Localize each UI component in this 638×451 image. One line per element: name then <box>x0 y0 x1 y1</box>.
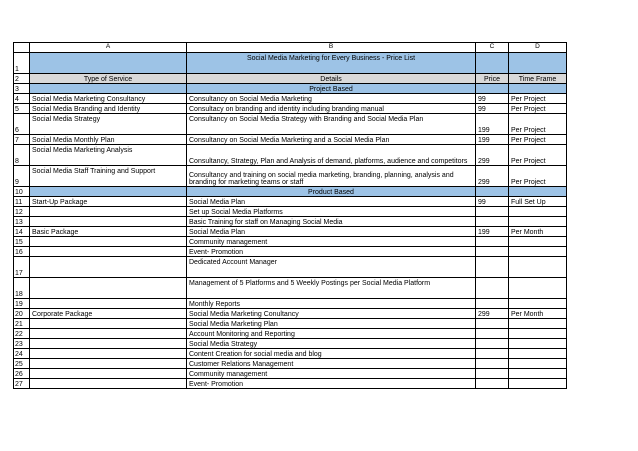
price-cell[interactable]: 199 <box>476 135 509 145</box>
service-cell[interactable]: Start-Up Package <box>30 197 187 207</box>
row-number[interactable]: 23 <box>14 339 30 349</box>
service-cell[interactable]: Social Media Staff Training and Support <box>30 166 187 187</box>
column-header-c[interactable]: C <box>476 43 509 53</box>
price-cell[interactable] <box>476 257 509 278</box>
row-number[interactable]: 5 <box>14 104 30 114</box>
details-cell[interactable]: Set up Social Media Platforms <box>187 207 476 217</box>
price-cell[interactable]: 299 <box>476 166 509 187</box>
cell[interactable] <box>30 187 187 197</box>
cell[interactable] <box>476 84 509 94</box>
price-cell[interactable]: 199 <box>476 227 509 237</box>
cell[interactable] <box>476 53 509 74</box>
table-row <box>14 135 567 145</box>
row-number[interactable]: 25 <box>14 359 30 369</box>
time-frame-cell[interactable]: Per Project <box>509 145 567 166</box>
table-row <box>14 207 567 217</box>
table-row <box>14 369 567 379</box>
time-frame-cell[interactable] <box>509 217 567 227</box>
service-cell[interactable]: Social Media Marketing Analysis <box>30 145 187 166</box>
service-cell[interactable]: Corporate Package <box>30 309 187 319</box>
table-row <box>14 247 567 257</box>
column-header-d[interactable]: D <box>509 43 567 53</box>
details-cell[interactable]: Community management <box>187 369 476 379</box>
price-cell[interactable] <box>476 329 509 339</box>
row-number[interactable]: 14 <box>14 227 30 237</box>
cell[interactable] <box>509 187 567 197</box>
service-cell[interactable] <box>30 299 187 309</box>
section-project-based[interactable]: Project Based <box>187 84 476 94</box>
table-row <box>14 257 567 278</box>
details-cell[interactable]: Social Media Marketing Plan <box>187 319 476 329</box>
time-frame-cell[interactable] <box>509 299 567 309</box>
time-frame-cell[interactable] <box>509 339 567 349</box>
header-type-of-service[interactable]: Type of Service <box>30 74 187 84</box>
table-row <box>14 319 567 329</box>
time-frame-cell[interactable]: Full Set Up <box>509 197 567 207</box>
price-cell[interactable]: 299 <box>476 145 509 166</box>
time-frame-cell[interactable] <box>509 207 567 217</box>
details-cell[interactable]: Consultancy, Strategy, Plan and Analysis of demand, platforms, audience and competitors <box>187 145 476 166</box>
time-frame-cell[interactable]: Per Project <box>509 94 567 104</box>
service-cell[interactable] <box>30 319 187 329</box>
price-cell[interactable]: 99 <box>476 104 509 114</box>
row-number[interactable]: 8 <box>14 145 30 166</box>
details-cell[interactable]: Social Media Marketing Conultancy <box>187 309 476 319</box>
details-cell[interactable]: Community management <box>187 237 476 247</box>
row-number[interactable]: 13 <box>14 217 30 227</box>
row-number[interactable]: 24 <box>14 349 30 359</box>
price-cell[interactable] <box>476 237 509 247</box>
time-frame-cell[interactable] <box>509 319 567 329</box>
service-cell[interactable] <box>30 359 187 369</box>
table-row <box>14 94 567 104</box>
price-cell[interactable] <box>476 379 509 389</box>
section-product-based[interactable]: Product Based <box>187 187 476 197</box>
header-price[interactable]: Price <box>476 74 509 84</box>
table-row <box>14 237 567 247</box>
column-header-a[interactable]: A <box>30 43 187 53</box>
table-row <box>14 145 567 166</box>
details-cell[interactable]: Management of 5 Platforms and 5 Weekly Postings per Social Media Platform <box>187 278 476 299</box>
corner-cell[interactable] <box>14 43 30 53</box>
service-cell[interactable]: Social Media Branding and Identity <box>30 104 187 114</box>
details-cell[interactable]: Event- Promotion <box>187 379 476 389</box>
service-cell[interactable] <box>30 379 187 389</box>
time-frame-cell[interactable]: Per Project <box>509 114 567 135</box>
row-number[interactable]: 17 <box>14 257 30 278</box>
table-row <box>14 379 567 389</box>
row-number[interactable]: 12 <box>14 207 30 217</box>
row-number[interactable]: 1 <box>14 53 30 74</box>
details-cell[interactable]: Consultacy on branding and identity including branding manual <box>187 104 476 114</box>
row-number[interactable]: 27 <box>14 379 30 389</box>
service-cell[interactable]: Social Media Strategy <box>30 114 187 135</box>
row-number[interactable]: 6 <box>14 114 30 135</box>
price-cell[interactable] <box>476 359 509 369</box>
table-row <box>14 349 567 359</box>
column-header-row <box>14 43 567 53</box>
details-cell[interactable]: Consultancy on Social Media Marketing and a Social Media Plan <box>187 135 476 145</box>
table-row <box>14 339 567 349</box>
service-cell[interactable]: Social Media Monthly Plan <box>30 135 187 145</box>
table-row <box>14 197 567 207</box>
table-row <box>14 166 567 187</box>
time-frame-cell[interactable] <box>509 278 567 299</box>
details-cell[interactable]: Basic Training for staff on Managing Social Media <box>187 217 476 227</box>
table-row <box>14 299 567 309</box>
cell[interactable] <box>476 187 509 197</box>
service-cell[interactable] <box>30 257 187 278</box>
cell[interactable] <box>509 53 567 74</box>
price-cell[interactable]: 199 <box>476 114 509 135</box>
time-frame-cell[interactable]: Per Month <box>509 227 567 237</box>
cell[interactable] <box>30 84 187 94</box>
table-row <box>14 217 567 227</box>
service-cell[interactable] <box>30 349 187 359</box>
cell[interactable] <box>509 84 567 94</box>
row-number[interactable]: 18 <box>14 278 30 299</box>
row-number[interactable]: 7 <box>14 135 30 145</box>
table-row <box>14 227 567 237</box>
time-frame-cell[interactable] <box>509 379 567 389</box>
time-frame-cell[interactable] <box>509 359 567 369</box>
table-row <box>14 359 567 369</box>
service-cell[interactable] <box>30 329 187 339</box>
row-number[interactable]: 11 <box>14 197 30 207</box>
row-number[interactable]: 15 <box>14 237 30 247</box>
time-frame-cell[interactable] <box>509 349 567 359</box>
details-cell[interactable]: Social Media Plan <box>187 197 476 207</box>
price-cell[interactable] <box>476 217 509 227</box>
details-cell[interactable]: Social Media Strategy <box>187 339 476 349</box>
time-frame-cell[interactable]: Per Month <box>509 309 567 319</box>
price-cell[interactable] <box>476 319 509 329</box>
row-number[interactable]: 26 <box>14 369 30 379</box>
price-list-sheet <box>13 42 567 389</box>
table-row <box>14 53 567 74</box>
table-row <box>14 114 567 135</box>
row-number[interactable]: 19 <box>14 299 30 309</box>
service-cell[interactable] <box>30 339 187 349</box>
column-header-b[interactable]: B <box>187 43 476 53</box>
details-cell[interactable]: Account Monitoring and Reporting <box>187 329 476 339</box>
price-cell[interactable] <box>476 369 509 379</box>
time-frame-cell[interactable]: Per Project <box>509 166 567 187</box>
table-row <box>14 329 567 339</box>
header-time-frame[interactable]: Time Frame <box>509 74 567 84</box>
row-number[interactable]: 9 <box>14 166 30 187</box>
price-cell[interactable] <box>476 278 509 299</box>
price-cell[interactable] <box>476 247 509 257</box>
cell[interactable] <box>30 53 187 74</box>
price-cell[interactable] <box>476 339 509 349</box>
row-number[interactable]: 21 <box>14 319 30 329</box>
service-cell[interactable] <box>30 217 187 227</box>
price-cell[interactable] <box>476 299 509 309</box>
table-row <box>14 187 567 197</box>
table-row <box>14 309 567 319</box>
details-cell[interactable]: Social Media Plan <box>187 227 476 237</box>
time-frame-cell[interactable] <box>509 369 567 379</box>
header-details[interactable]: Details <box>187 74 476 84</box>
time-frame-cell[interactable] <box>509 329 567 339</box>
row-number[interactable]: 4 <box>14 94 30 104</box>
time-frame-cell[interactable] <box>509 257 567 278</box>
price-cell[interactable]: 99 <box>476 94 509 104</box>
price-cell[interactable]: 299 <box>476 309 509 319</box>
row-number[interactable]: 20 <box>14 309 30 319</box>
table-row <box>14 74 567 84</box>
sheet-title[interactable]: Social Media Marketing for Every Business - Price List <box>187 53 476 74</box>
row-number[interactable]: 2 <box>14 74 30 84</box>
details-cell[interactable]: Content Creation for social media and blog <box>187 349 476 359</box>
time-frame-cell[interactable]: Per Project <box>509 135 567 145</box>
details-cell[interactable]: Consultancy on Social Media Marketing <box>187 94 476 104</box>
service-cell[interactable]: Basic Package <box>30 227 187 237</box>
service-cell[interactable] <box>30 369 187 379</box>
row-number[interactable]: 16 <box>14 247 30 257</box>
table-row <box>14 278 567 299</box>
service-cell[interactable] <box>30 278 187 299</box>
service-cell[interactable] <box>30 207 187 217</box>
service-cell[interactable] <box>30 247 187 257</box>
service-cell[interactable] <box>30 237 187 247</box>
time-frame-cell[interactable] <box>509 247 567 257</box>
time-frame-cell[interactable]: Per Project <box>509 104 567 114</box>
price-cell[interactable] <box>476 349 509 359</box>
details-cell[interactable]: Event- Promotion <box>187 247 476 257</box>
price-cell[interactable] <box>476 207 509 217</box>
details-cell[interactable]: Monthly Reports <box>187 299 476 309</box>
row-number[interactable]: 10 <box>14 187 30 197</box>
price-cell[interactable]: 99 <box>476 197 509 207</box>
row-number[interactable]: 3 <box>14 84 30 94</box>
details-cell[interactable]: Consultancy on Social Media Strategy with Branding and Social Media Plan <box>187 114 476 135</box>
table-row <box>14 84 567 94</box>
details-cell[interactable]: Consultancy and training on social media marketing, branding, planning, analysis and branding for marketing teams or staff <box>187 166 476 187</box>
time-frame-cell[interactable] <box>509 237 567 247</box>
table-row <box>14 104 567 114</box>
details-cell[interactable]: Customer Relations Management <box>187 359 476 369</box>
row-number[interactable]: 22 <box>14 329 30 339</box>
service-cell[interactable]: Social Media Marketing Consultancy <box>30 94 187 104</box>
details-cell[interactable]: Dedicated Account Manager <box>187 257 476 278</box>
